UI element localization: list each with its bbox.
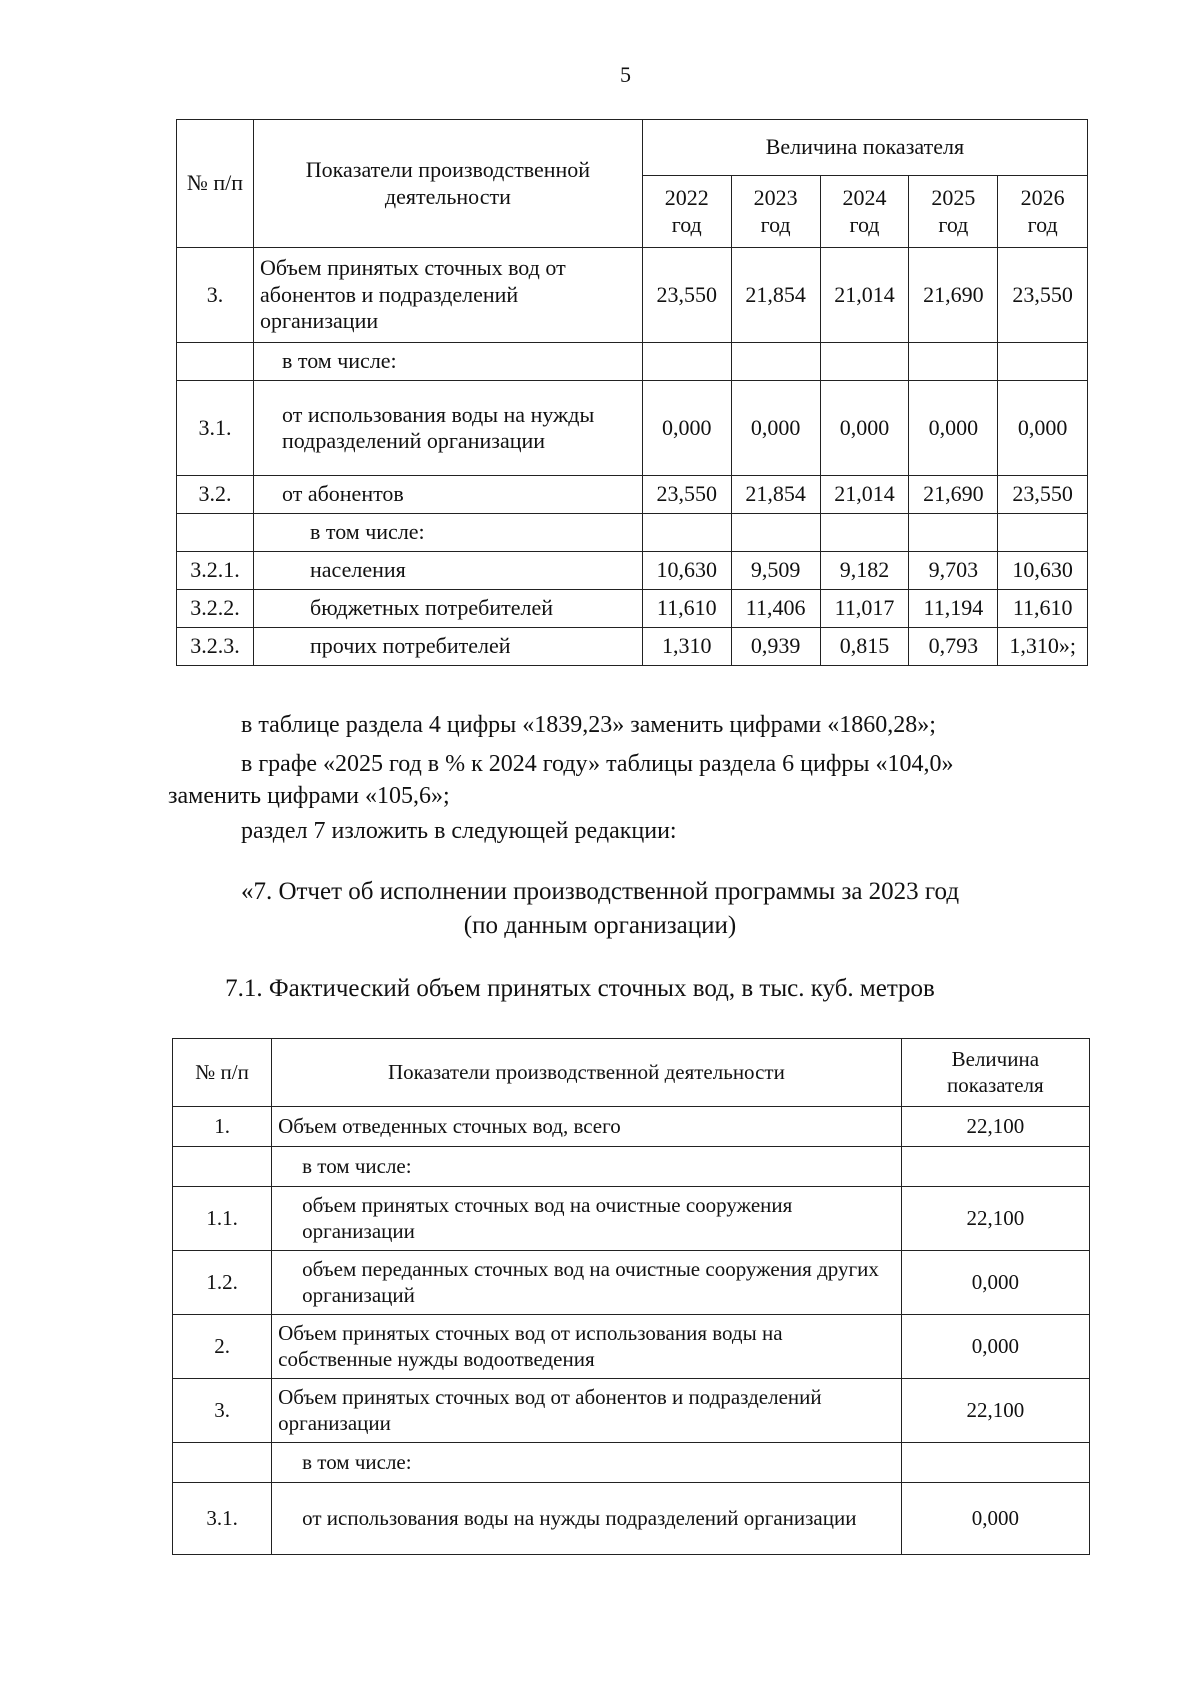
table-row bbox=[173, 1443, 1090, 1483]
row-value bbox=[998, 514, 1088, 552]
row-num: 2. bbox=[173, 1315, 272, 1379]
row-value: 11,610 bbox=[998, 590, 1088, 628]
row-name: от абонентов bbox=[254, 476, 643, 514]
row-value bbox=[642, 343, 731, 381]
table-row bbox=[173, 1315, 1090, 1379]
year-header: 2025 год bbox=[909, 176, 998, 248]
row-value: 21,690 bbox=[909, 476, 998, 514]
row-value: 9,509 bbox=[731, 552, 820, 590]
year-header: 2022 год bbox=[642, 176, 731, 248]
table-row bbox=[177, 343, 1088, 381]
row-num: 3.2.1. bbox=[177, 552, 254, 590]
row-value: 0,000 bbox=[820, 381, 909, 476]
row-value: 0,000 bbox=[901, 1251, 1089, 1315]
row-name: в том числе: bbox=[272, 1443, 902, 1483]
row-value bbox=[909, 343, 998, 381]
row-value: 22,100 bbox=[901, 1187, 1089, 1251]
table-row bbox=[177, 248, 1088, 343]
header-name: Показатели производственной деятельности bbox=[254, 120, 643, 248]
row-name: Объем отведенных сточных вод, всего bbox=[272, 1107, 902, 1147]
row-value: 11,610 bbox=[642, 590, 731, 628]
row-value bbox=[998, 343, 1088, 381]
table-row bbox=[177, 381, 1088, 476]
section-title-line-2: (по данным организации) bbox=[463, 912, 737, 939]
row-value: 23,550 bbox=[642, 476, 731, 514]
row-name: Объем принятых сточных вод от абонентов и подразделений организации bbox=[272, 1379, 902, 1443]
row-value: 9,703 bbox=[909, 552, 998, 590]
row-value: 22,100 bbox=[901, 1107, 1089, 1147]
row-value: 0,000 bbox=[998, 381, 1088, 476]
row-value: 21,014 bbox=[820, 248, 909, 343]
row-name: Объем принятых сточных вод от абонентов и подразделений организации bbox=[254, 248, 643, 343]
production-indicators-table bbox=[176, 119, 1088, 666]
page-number-text: 5 bbox=[620, 62, 631, 87]
row-value bbox=[909, 514, 998, 552]
table-row bbox=[177, 628, 1088, 666]
row-name: в том числе: bbox=[254, 514, 643, 552]
row-num: 3.2.2. bbox=[177, 590, 254, 628]
row-num: 3. bbox=[173, 1379, 272, 1443]
row-value: 11,406 bbox=[731, 590, 820, 628]
row-num: 3.1. bbox=[173, 1483, 272, 1555]
row-value: 9,182 bbox=[820, 552, 909, 590]
row-num: 3.2. bbox=[177, 476, 254, 514]
row-value: 21,854 bbox=[731, 248, 820, 343]
header-value: Величина показателя bbox=[901, 1039, 1089, 1107]
table-row bbox=[173, 1483, 1090, 1555]
row-value: 10,630 bbox=[642, 552, 731, 590]
row-value bbox=[731, 343, 820, 381]
row-value bbox=[901, 1147, 1089, 1187]
row-value: 0,793 bbox=[909, 628, 998, 666]
row-value: 23,550 bbox=[998, 248, 1088, 343]
header-num: № п/п bbox=[177, 120, 254, 248]
row-value: 21,014 bbox=[820, 476, 909, 514]
row-name: от использования воды на нужды подразделений организации bbox=[272, 1483, 902, 1555]
row-name: в том числе: bbox=[254, 343, 643, 381]
table-row bbox=[173, 1379, 1090, 1443]
row-value: 22,100 bbox=[901, 1379, 1089, 1443]
row-value: 11,194 bbox=[909, 590, 998, 628]
row-value bbox=[731, 514, 820, 552]
row-value bbox=[820, 514, 909, 552]
row-value: 0,939 bbox=[731, 628, 820, 666]
table-row bbox=[173, 1251, 1090, 1315]
table-row bbox=[173, 1187, 1090, 1251]
row-value: 23,550 bbox=[998, 476, 1088, 514]
header-num: № п/п bbox=[173, 1039, 272, 1107]
row-name: объем переданных сточных вод на очистные сооружения других организаций bbox=[272, 1251, 902, 1315]
row-value: 23,550 bbox=[642, 248, 731, 343]
paragraph-2b: заменить цифрами «105,6»; bbox=[168, 783, 450, 809]
row-value: 0,000 bbox=[901, 1315, 1089, 1379]
year-header: 2023 год bbox=[731, 176, 820, 248]
row-value: 0,000 bbox=[901, 1483, 1089, 1555]
year-header: 2024 год bbox=[820, 176, 909, 248]
row-value: 0,000 bbox=[731, 381, 820, 476]
table-row bbox=[177, 514, 1088, 552]
row-num bbox=[177, 514, 254, 552]
table-row bbox=[177, 476, 1088, 514]
row-value bbox=[642, 514, 731, 552]
row-num: 1.1. bbox=[173, 1187, 272, 1251]
row-value: 0,000 bbox=[909, 381, 998, 476]
paragraph-2a: в графе «2025 год в % к 2024 году» таблицы раздела 6 цифры «104,0» bbox=[241, 751, 954, 777]
row-num: 1.2. bbox=[173, 1251, 272, 1315]
row-name: бюджетных потребителей bbox=[254, 590, 643, 628]
subsection-title: 7.1. Фактический объем принятых сточных вод, в тыс. куб. метров bbox=[225, 975, 935, 1002]
row-name: в том числе: bbox=[272, 1147, 902, 1187]
table-row bbox=[177, 590, 1088, 628]
actual-volume-table bbox=[172, 1038, 1090, 1555]
row-name: прочих потребителей bbox=[254, 628, 643, 666]
paragraph-3: раздел 7 изложить в следующей редакции: bbox=[241, 818, 677, 844]
row-value: 0,815 bbox=[820, 628, 909, 666]
table-row bbox=[173, 1107, 1090, 1147]
row-num: 3. bbox=[177, 248, 254, 343]
row-num: 3.1. bbox=[177, 381, 254, 476]
row-num bbox=[173, 1147, 272, 1187]
header-name: Показатели производственной деятельности bbox=[272, 1039, 902, 1107]
header-group: Величина показателя bbox=[642, 120, 1087, 176]
row-name: от использования воды на нужды подразделений организации bbox=[254, 381, 643, 476]
row-value: 0,000 bbox=[642, 381, 731, 476]
row-value: 1,310 bbox=[642, 628, 731, 666]
row-name: населения bbox=[254, 552, 643, 590]
table-row bbox=[177, 552, 1088, 590]
section-title-line-1: «7. Отчет об исполнении производственной программы за 2023 год bbox=[240, 878, 960, 905]
year-header: 2026 год bbox=[998, 176, 1088, 248]
row-value bbox=[820, 343, 909, 381]
table-row bbox=[173, 1147, 1090, 1187]
table-header-row bbox=[173, 1039, 1090, 1107]
row-num: 1. bbox=[173, 1107, 272, 1147]
paragraph-1: в таблице раздела 4 цифры «1839,23» заменить цифрами «1860,28»; bbox=[241, 712, 936, 738]
row-name: Объем принятых сточных вод от использования воды на собственные нужды водоотведения bbox=[272, 1315, 902, 1379]
table-header-row bbox=[177, 120, 1088, 176]
row-value: 11,017 bbox=[820, 590, 909, 628]
row-value: 10,630 bbox=[998, 552, 1088, 590]
row-value: 21,854 bbox=[731, 476, 820, 514]
row-value: 1,310»; bbox=[998, 628, 1088, 666]
row-name: объем принятых сточных вод на очистные сооружения организации bbox=[272, 1187, 902, 1251]
row-value: 21,690 bbox=[909, 248, 998, 343]
row-num bbox=[173, 1443, 272, 1483]
row-num bbox=[177, 343, 254, 381]
row-value bbox=[901, 1443, 1089, 1483]
row-num: 3.2.3. bbox=[177, 628, 254, 666]
